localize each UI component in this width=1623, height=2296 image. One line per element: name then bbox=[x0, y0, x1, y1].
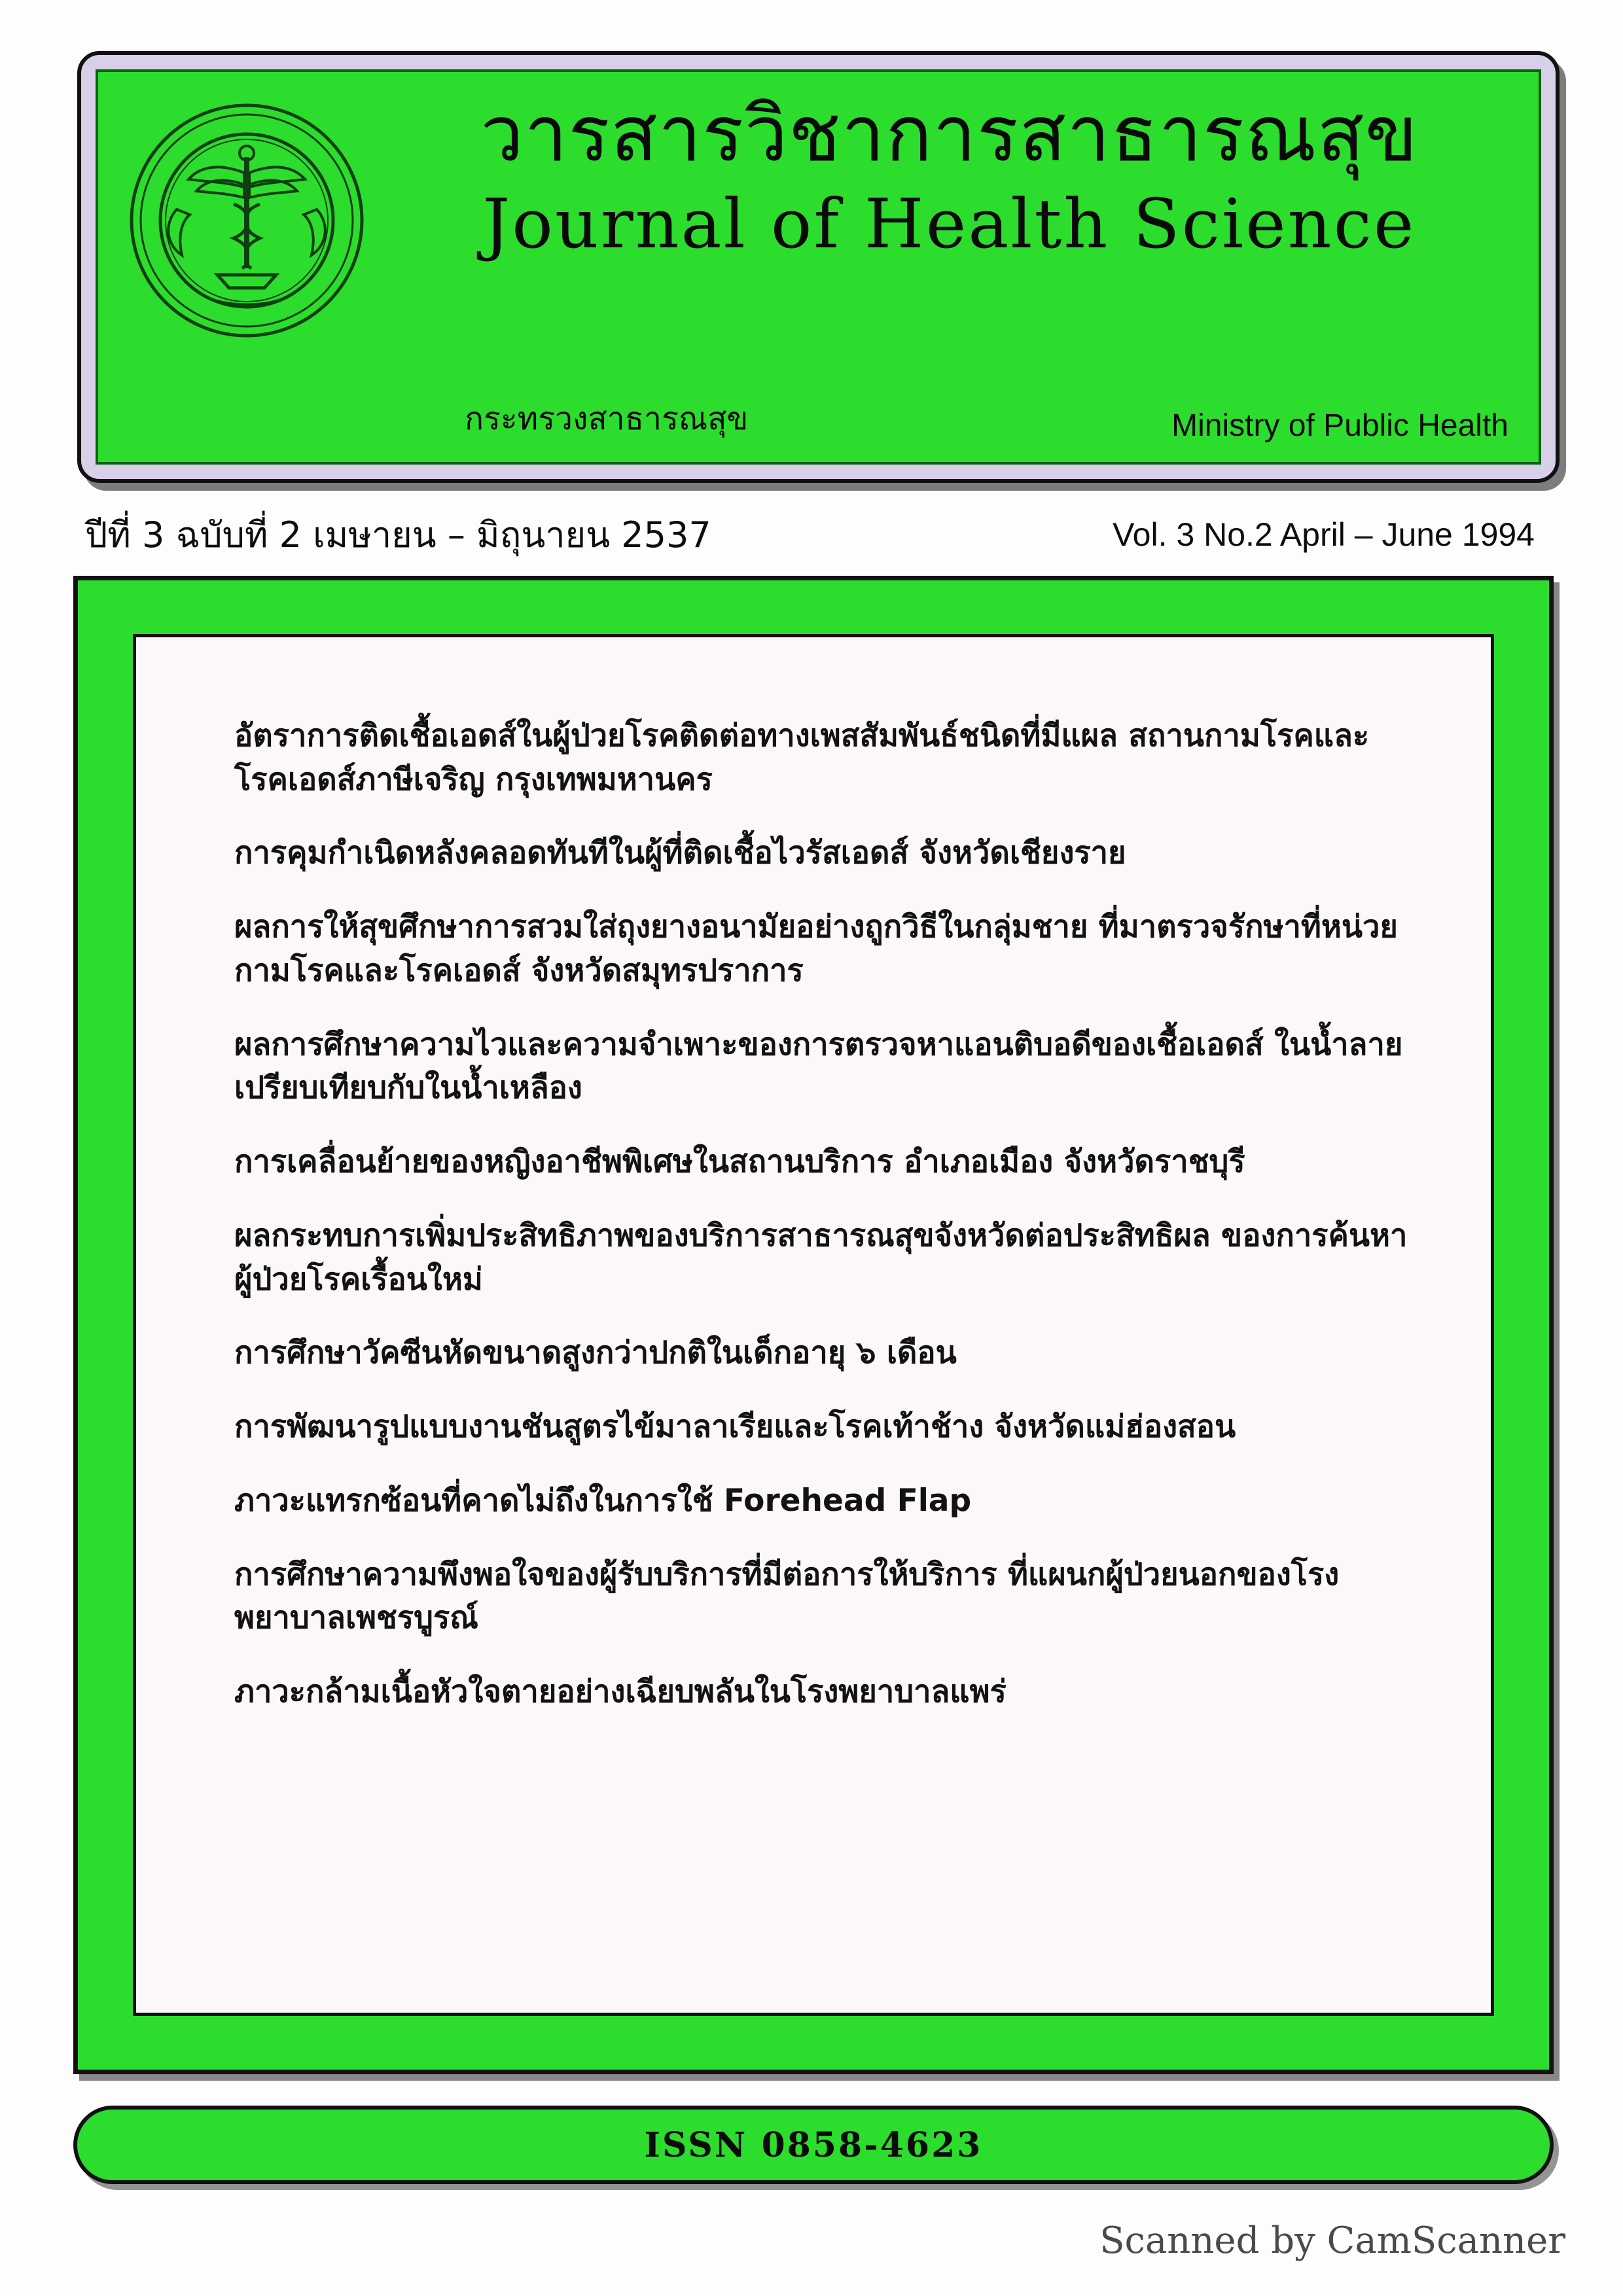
masthead-frame bbox=[77, 51, 1560, 483]
contents-frame bbox=[73, 576, 1554, 2074]
issue-thai: ปีที่ 3 ฉบับที่ 2 เมษายน – มิถุนายน 2537 bbox=[85, 514, 711, 556]
list-item: อัตราการติดเชื้อเอดส์ในผู้ป่วยโรคติดต่อทางเพสสัมพันธ์ชนิดที่มีแผล สถานกามโรคและโรคเอดส์ภาษีเจริญ กรุงเทพมหานคร bbox=[234, 718, 1370, 798]
issn-bar bbox=[73, 2106, 1554, 2184]
issue-english: Vol. 3 No.2 April – June 1994 bbox=[1113, 516, 1535, 553]
list-item: การคุมกำเนิดหลังคลอดทันทีในผู้ที่ติดเชื้อไวรัสเอดส์ จังหวัดเชียงราย bbox=[234, 835, 1126, 872]
masthead-green-panel bbox=[96, 69, 1541, 465]
publisher-thai: กระทรวงสาธารณสุข bbox=[465, 400, 749, 437]
masthead-titles bbox=[380, 88, 1519, 264]
publisher-english: Ministry of Public Health bbox=[1171, 408, 1508, 443]
list-item: การศึกษาความพึงพอใจของผู้รับบริการที่มีต่อการให้บริการ ที่แผนกผู้ป่วยนอกของโรงพยาบาลเพชรบูรณ์ bbox=[234, 1556, 1340, 1636]
list-item: ผลการให้สุขศึกษาการสวมใส่ถุงยางอนามัยอย่างถูกวิธีในกลุ่มชาย ที่มาตรวจรักษาที่หน่วยกามโรคและโรคเอดส์ จังหวัดสมุทรปราการ bbox=[234, 909, 1398, 989]
issue-line bbox=[85, 512, 1535, 557]
list-item: ภาวะกล้ามเนื้อหัวใจตายอย่างเฉียบพลันในโรงพยาบาลแพร่ bbox=[234, 1674, 1007, 1710]
contents-list bbox=[133, 634, 1494, 2016]
journal-title-thai: วารสารวิชาการสาธารณสุข bbox=[480, 88, 1419, 179]
list-item: ผลการศึกษาความไวและความจำเพาะของการตรวจหาแอนติบอดีของเชื้อเอดส์ ในน้ำลาย เปรียบเทียบกับในน้ำเหลือง bbox=[234, 1026, 1403, 1106]
list-item: การศึกษาวัคซีนหัดขนาดสูงกว่าปกติในเด็กอายุ ๖ เดือน bbox=[234, 1335, 957, 1371]
list-item: ผลกระทบการเพิ่มประสิทธิภาพของบริการสาธารณสุขจังหวัดต่อประสิทธิผล ของการค้นหาผู้ป่วยโรคเรื้อนใหม่ bbox=[234, 1217, 1408, 1298]
publisher-row bbox=[380, 394, 1508, 444]
journal-title-english: Journal of Health Science bbox=[482, 183, 1416, 264]
list-item: การเคลื่อนย้ายของหญิงอาชีพพิเศษในสถานบริการ อำเภอเมือง จังหวัดราชบุรี bbox=[234, 1144, 1245, 1180]
issn-label: ISSN 0858-4623 bbox=[644, 2125, 983, 2165]
scanner-watermark: Scanned by CamScanner bbox=[1099, 2219, 1565, 2262]
ministry-of-public-health-seal-icon bbox=[126, 99, 368, 342]
list-item: ภาวะแทรกซ้อนที่คาดไม่ถึงในการใช้ Forehead Flap bbox=[234, 1482, 972, 1519]
list-item: การพัฒนารูปแบบงานชันสูตรไข้มาลาเรียและโรคเท้าช้าง จังหวัดแม่ฮ่องสอน bbox=[234, 1409, 1236, 1445]
